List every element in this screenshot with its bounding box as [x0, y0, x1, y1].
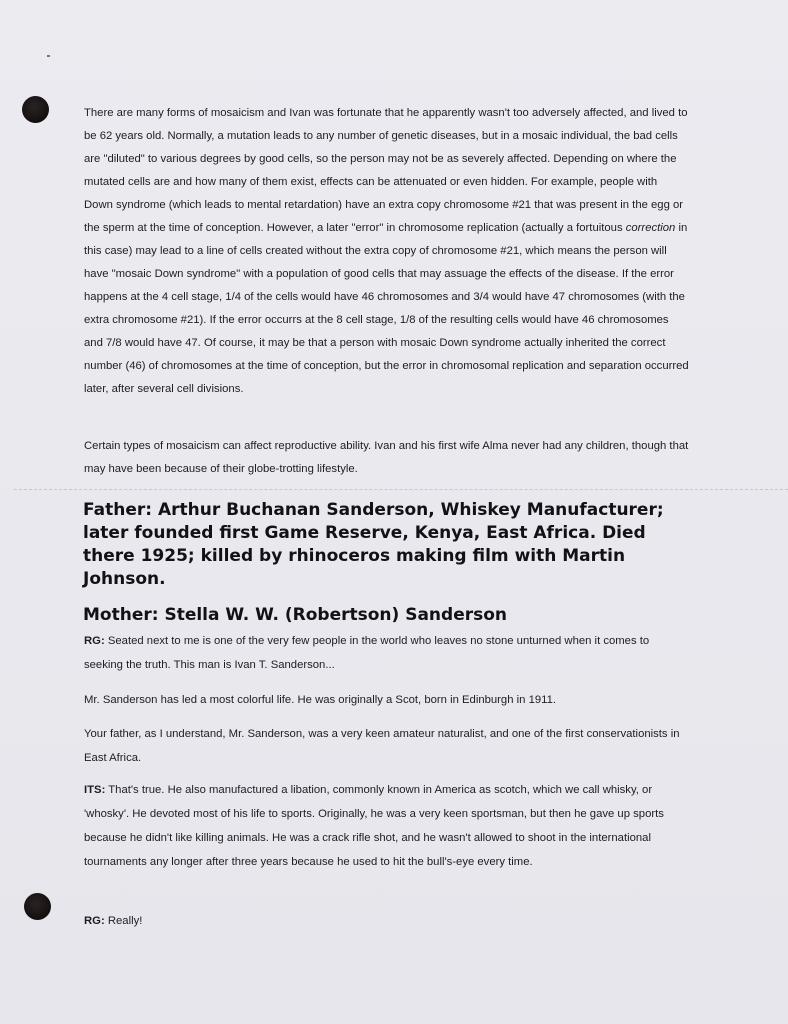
mosaicism-paragraph-2: Certain types of mosaicism can affect reproductive ability. Ivan and his first wife Alma never had any children, though that may have been because of their globe-trotting lifestyle. [84, 440, 689, 475]
dialog-line [84, 688, 684, 712]
punch-hole-bottom [24, 893, 51, 920]
dialog-line [84, 629, 684, 677]
dialog-text: Your father, as I understand, Mr. Sanderson, was a very keen amateur naturalist, and one of the first conservationists in East Africa. [84, 728, 680, 764]
dialog-line [84, 722, 684, 770]
dialog-text: Seated next to me is one of the very few people in the world who leaves no stone unturned when it comes to seeking the truth. This man is Ivan T. Sanderson... [84, 635, 650, 671]
speaker-label: RG: [84, 915, 105, 927]
speaker-label: ITS: [84, 784, 106, 796]
speaker-label: RG: [84, 635, 105, 647]
dialog-text: Mr. Sanderson has led a most colorful life. He was originally a Scot, born in Edinburgh in 1911. [84, 694, 557, 706]
dialog-text: That's true. He also manufactured a libation, commonly known in America as scotch, which we call whisky, or 'whosky'. He devoted most of his life to sports. Originally, he was a very keen sportsman, but then he gave up sports because he didn't like killing animals. He was a crack rifle shot, and he wasn't allowed to shoot in the international tournaments any longer after three years because he used to hit the bull's-eye every time. [84, 784, 664, 868]
mother-heading: Mother: Stella W. W. (Robertson) Sanderson [83, 605, 508, 625]
paper-speck [47, 55, 50, 57]
section-divider [14, 489, 788, 490]
italic-word: correction [625, 222, 676, 234]
paragraph-text: There are many forms of mosaicism and Ivan was fortunate that he apparently wasn't too adversely affected, and lived to be 62 years old. Normally, a mutation leads to any number of genetic diseases, but in a mosaic individual, the bad cells are "diluted" to various degrees by good cells, so the person may not be as severely affected. Depending on where the mutated cells are and how many of them exist, effects can be attenuated or even hidden. For example, people with Down syndrome (which leads to mental retardation) have an extra copy chromosome #21 that was present in the egg or the sperm at the time of conception. However, a later "error" in chromosome replication (actually a fortuitous [84, 107, 688, 234]
paragraph-text: in this case) may lead to a line of cells created without the extra copy of chromosome #21, which means the person will have "mosaic Down syndrome" with a population of good cells that may assuage the effects of the disease. If the error happens at the 4 cell stage, 1/4 of the cells would have 46 chromosomes and 3/4 would have 47 chromosomes (with the extra chromosome #21). If the error occurrs at the 8 cell stage, 1/8 of the resulting cells would have 46 chromosomes and 7/8 would have 47. Of course, it may be that a person with mosaic Down syndrome actually inherited the correct number (46) of chromosomes at the time of conception, but the error in chromosomal replication and separation occurred later, after several cell divisions. [84, 222, 689, 395]
dialog-line [84, 778, 684, 874]
mosaicism-paragraph-1 [84, 102, 689, 401]
dialog-text: Really! [104, 915, 143, 927]
father-heading: Father: Arthur Buchanan Sanderson, Whiskey Manufacturer; later founded first Game Reserve, Kenya, East Africa. Died there 1925; killed by rhinoceros making film with Martin Johnson. [83, 500, 664, 589]
dialog-line [84, 909, 684, 933]
punch-hole-top [22, 96, 49, 123]
